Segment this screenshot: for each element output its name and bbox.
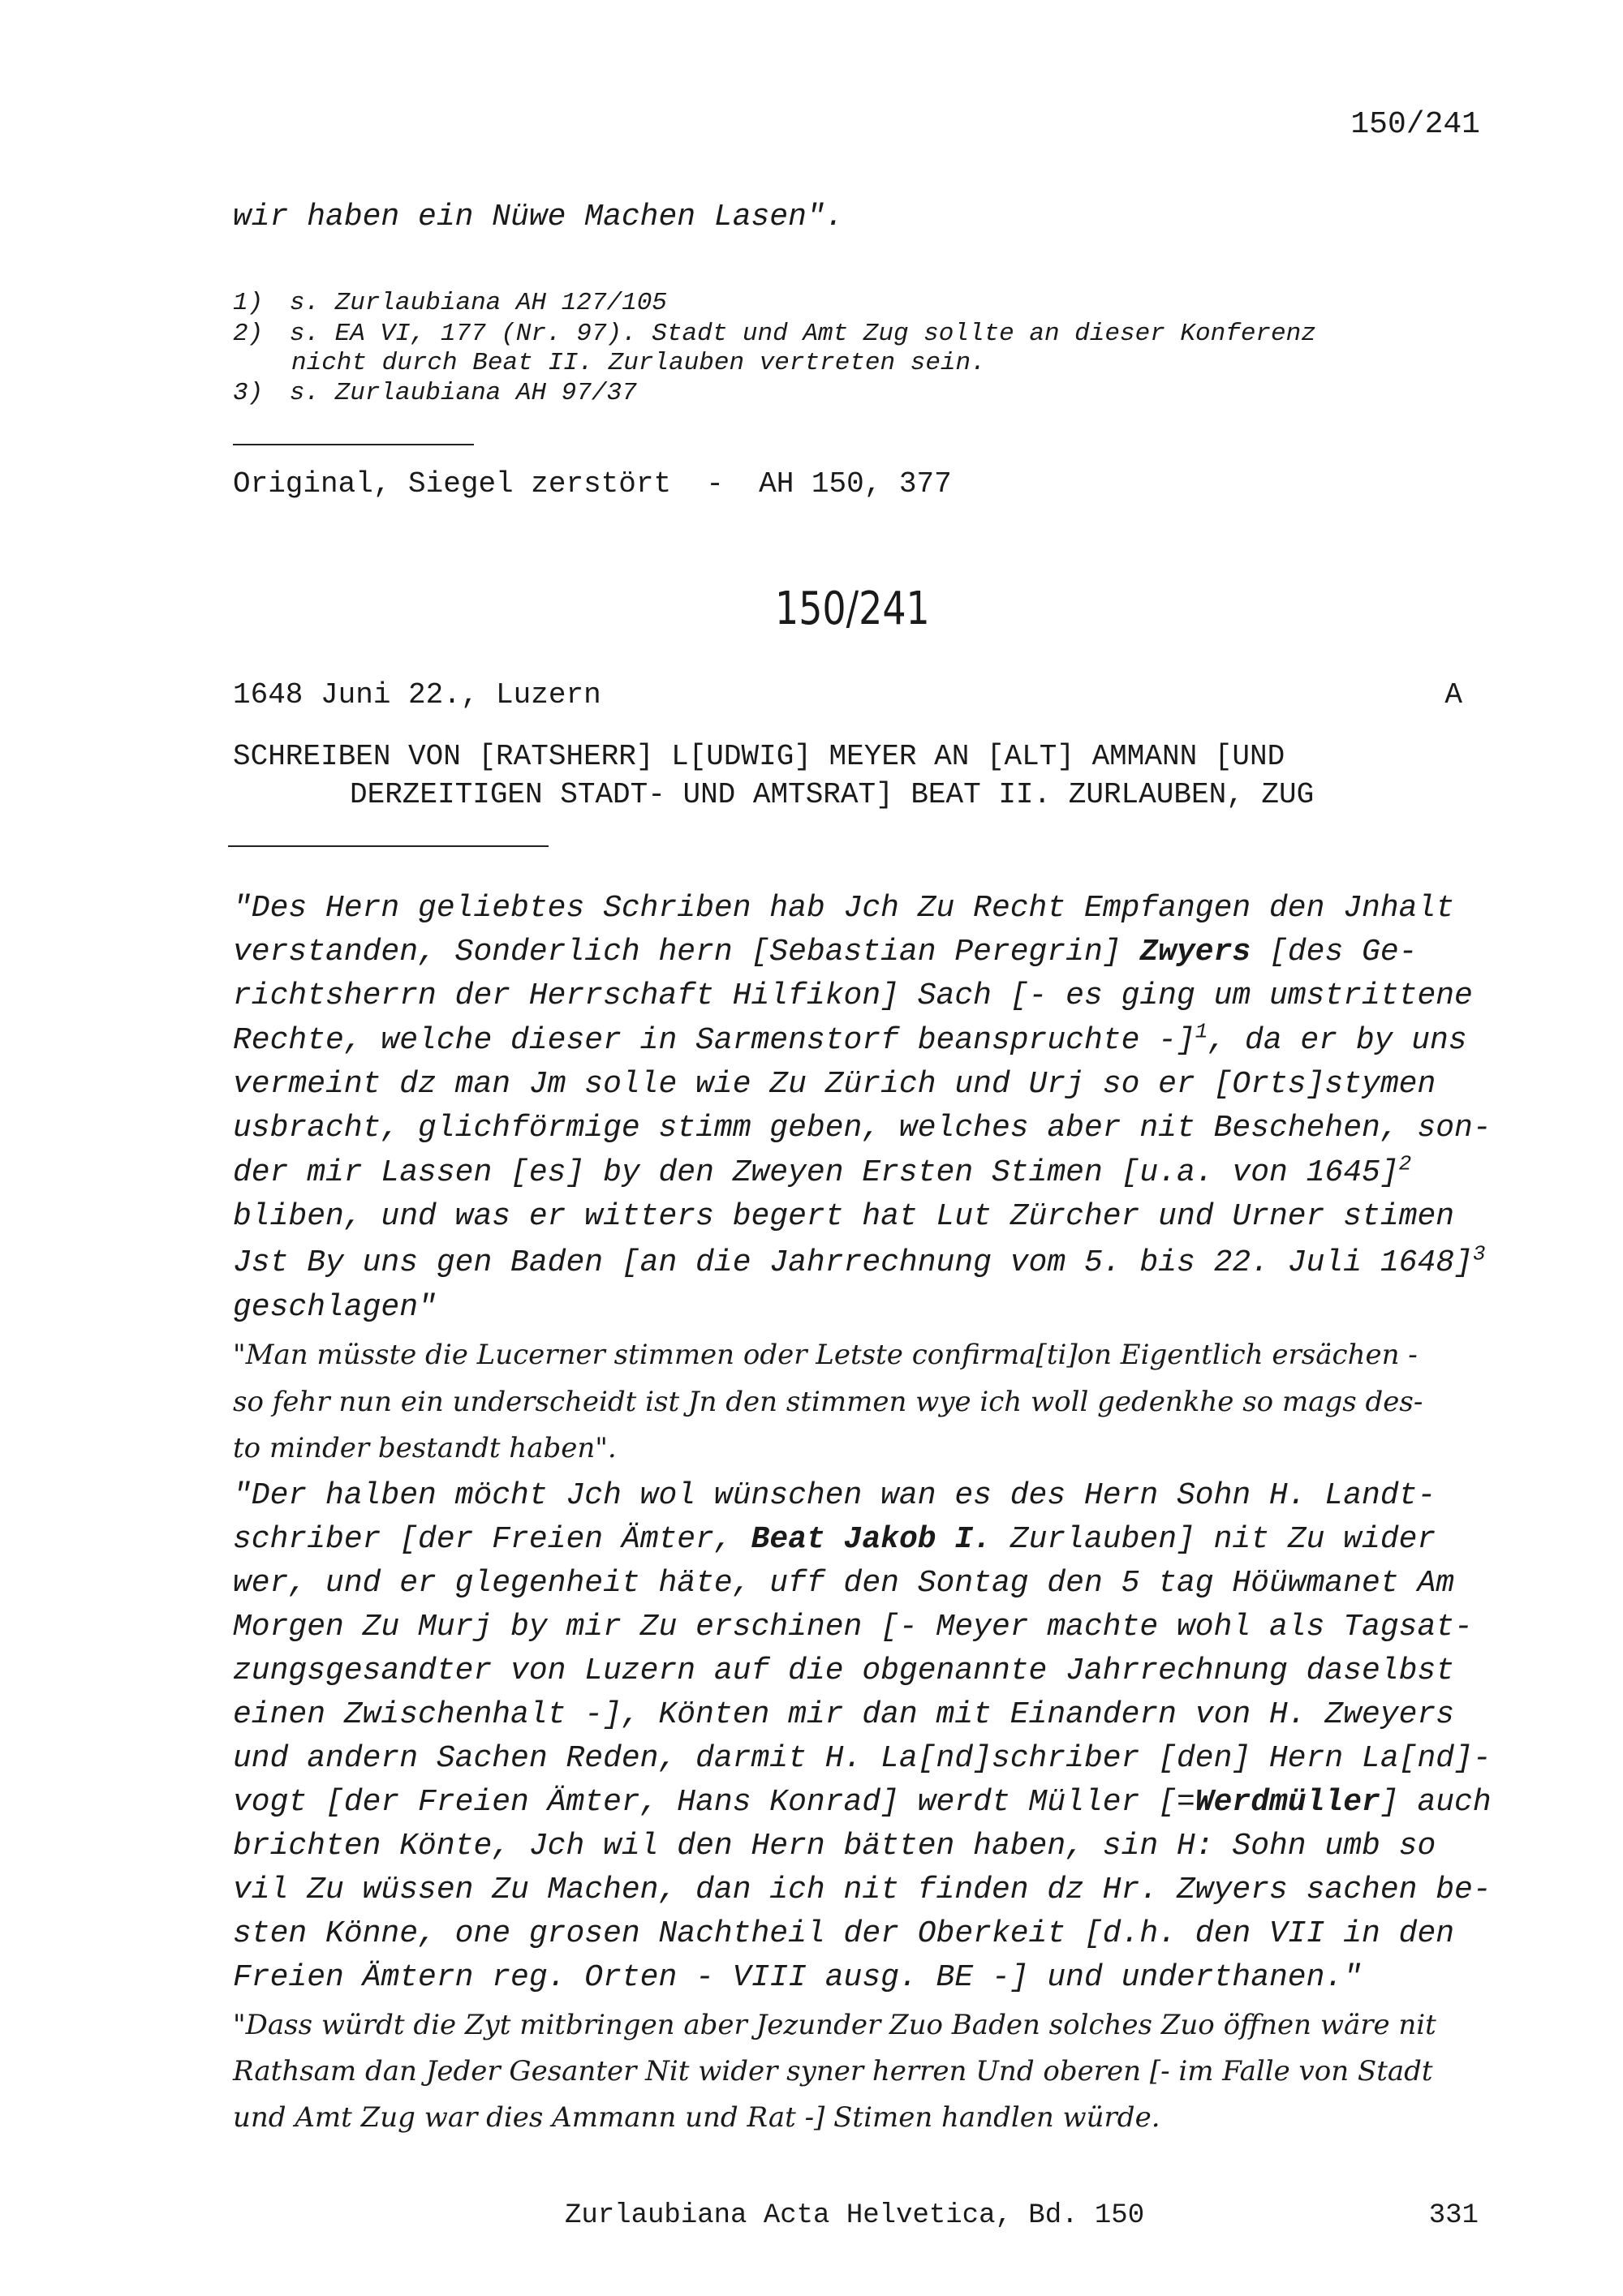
body-line: vil Zu wüssen Zu Machen, dan ich nit finden dz Hr. Zwyers sachen be-	[233, 1872, 1492, 1907]
body-line: "Des Hern geliebtes Schriben hab Jch Zu Recht Empfangen den Jnhalt	[233, 891, 1455, 926]
footnote-text: s. EA VI, 177 (Nr. 97). Stadt und Amt Zug sollte an dieser Konferenz	[289, 320, 1316, 348]
script-quote-line: und Amt Zug war dies Ammann und Rat -] Stimen handlen würde.	[233, 2101, 1160, 2134]
body-line: richtsherrn der Herrschaft Hilfikon] Sach [- es ging um umstrittene	[233, 978, 1473, 1013]
body-line: Morgen Zu Murj by mir Zu erschinen [- Meyer machte wohl als Tagsat-	[233, 1610, 1473, 1645]
body-line: zungsgesandter von Luzern auf die obgenannte Jahrrechnung daselbst	[233, 1653, 1455, 1688]
body-text: schriber [der Freien Ämter,	[233, 1522, 733, 1557]
script-quote-line: so fehr nun ein underscheidt ist Jn den stimmen wye ich woll gedenkhe so mags des-	[233, 1386, 1423, 1418]
document-marker: A	[1444, 678, 1462, 712]
body-line: einen Zwischenhalt -], Könten mir dan mit Einandern von H. Zweyers	[233, 1697, 1455, 1732]
body-line: "Der halben möcht Jch wol wünschen wan es des Hern Sohn H. Landt-	[233, 1478, 1436, 1513]
body-text: , da er by uns	[1208, 1023, 1467, 1058]
emphasized-name: Beat Jakob I.	[751, 1522, 992, 1557]
document-title-line: SCHREIBEN VON [RATSHERR] L[UDWIG] MEYER AN [ALT] AMMANN [UND	[233, 740, 1285, 773]
document-title-line: DERZEITIGEN STADT- UND AMTSRAT] BEAT II. ZURLAUBEN, ZUG	[350, 778, 1315, 811]
emphasized-name: Zwyers	[1139, 935, 1251, 970]
script-quote-line: to minder bestandt haben".	[233, 1432, 617, 1464]
body-text: Jst By uns gen Baden [an die Jahrrechnung vom 5. bis 22. Juli 1648]	[233, 1245, 1473, 1280]
body-text: vogt [der Freien Ämter, Hans Konrad] werdt Müller [=	[233, 1785, 1195, 1820]
body-line	[233, 1241, 1486, 1280]
date-place: 1648 Juni 22., Luzern	[233, 678, 601, 712]
footnote-ref: 2	[1398, 1151, 1412, 1176]
body-text: [des Ge-	[1269, 935, 1418, 970]
script-quote-line: "Dass würdt die Zyt mitbringen aber Jezunder Zuo Baden solches Zuo öffnen wäre nit	[233, 2009, 1436, 2041]
page-header-ref: 150/241	[1350, 107, 1480, 142]
title-divider	[228, 845, 549, 847]
footnote-number: 1)	[233, 289, 264, 317]
footnote-text: s. Zurlaubiana AH 97/37	[289, 379, 637, 407]
body-line	[233, 1151, 1412, 1190]
body-line	[233, 1785, 1492, 1820]
body-line: brichten Könte, Jch wil den Hern bätten haben, sin H: Sohn umb so	[233, 1829, 1436, 1864]
body-line	[233, 1522, 1436, 1557]
document-number: 150/241	[775, 583, 930, 635]
body-line: sten Könne, one grosen Nachtheil der Oberkeit [d.h. den VII in den	[233, 1916, 1455, 1951]
body-line: usbracht, glichförmige stimm geben, welches aber nit Beschehen, son-	[233, 1111, 1492, 1146]
body-line: vermeint dz man Jm solle wie Zu Zürich und Urj so er [Orts]stymen	[233, 1067, 1436, 1102]
script-quote-line: Rathsam dan Jeder Gesanter Nit wider syner herren Und oberen [- im Falle von Stadt	[233, 2055, 1433, 2087]
body-text: verstanden, Sonderlich hern [Sebastian Peregrin]	[233, 935, 1121, 970]
footnote-divider	[233, 444, 474, 445]
footer-page-number: 331	[1428, 2200, 1479, 2231]
footnote	[233, 320, 1316, 348]
previous-doc-tail: wir haben ein Nüwe Machen Lasen".	[233, 200, 844, 234]
body-text: Zurlauben] nit Zu wider	[1010, 1522, 1436, 1557]
footnote-text: s. Zurlaubiana AH 127/105	[289, 289, 667, 317]
body-text: ] auch	[1380, 1785, 1492, 1820]
body-text: der mir Lassen [es] by den Zweyen Ersten Stimen [u.a. von 1645]	[233, 1155, 1399, 1190]
source-note: Original, Siegel zerstört - AH 150, 377	[233, 467, 952, 501]
emphasized-name: Werdmüller	[1195, 1785, 1380, 1820]
script-quote-line: "Man müsste die Lucerner stimmen oder Letste confirma[ti]on Eigentlich ersächen -	[233, 1339, 1418, 1371]
footnote	[233, 379, 637, 407]
body-text: Rechte, welche dieser in Sarmenstorf beanspruchte -]	[233, 1023, 1195, 1058]
body-line	[233, 1019, 1467, 1058]
body-line: wer, und er glegenheit häte, uff den Sontag den 5 tag Höüwmanet Am	[233, 1566, 1455, 1601]
footer-series: Zurlaubiana Acta Helvetica, Bd. 150	[565, 2200, 1145, 2231]
footnote-continuation: nicht durch Beat II. Zurlauben vertreten sein.	[291, 349, 986, 377]
body-line	[233, 935, 1417, 970]
body-line: Freien Ämtern reg. Orten - VIII ausg. BE -] und underthanen."	[233, 1960, 1363, 1995]
body-line: bliben, und was er witters begert hat Lut Zürcher und Urner stimen	[233, 1199, 1455, 1234]
body-line: und andern Sachen Reden, darmit H. La[nd]schriber [den] Hern La[nd]-	[233, 1741, 1492, 1776]
footnote-number: 3)	[233, 379, 264, 407]
body-line: geschlagen"	[233, 1290, 437, 1325]
footnote-ref: 1	[1195, 1019, 1208, 1044]
footnote	[233, 289, 667, 317]
footnote-number: 2)	[233, 320, 264, 348]
footnote-ref: 3	[1472, 1241, 1486, 1266]
